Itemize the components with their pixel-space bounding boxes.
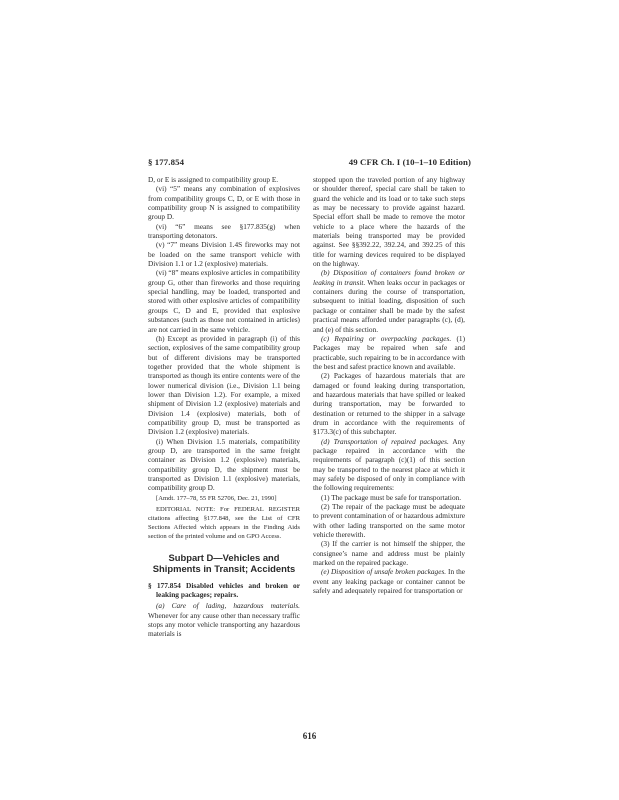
paragraph: (h) Except as provided in paragraph (i) of this section, explosives of the same compatibility group but of different divisions may be transported together provided that the whole shipment is transported as though its entire contents were of the lower numerical division (i.e., Division 1.1 being lower than Division 1.2). For example, a mixed shipment of Division 1.2 (explosive) materials and Division 1.4 (explosive) materials, both of compatibility group D, must be transported as Division 1.2 (explosive) materials. (148, 333, 300, 437)
paragraph-text: When leaks occur in packages or containers during the course of transportation, subsequent to initial loading, disposition of such package or container shall be made by the safest practical means afforded under paragraphs (c), (d), and (e) of this section. (313, 277, 465, 334)
paragraph (313, 334, 465, 371)
page-number: 616 (302, 731, 317, 741)
paragraph: (vi) “6” means see §177.835(g) when transporting detonators. (148, 221, 300, 241)
section-heading: § 177.854 Disabled vehicles and broken or leaking packages; repairs. (148, 580, 300, 599)
paragraph: (2) The repair of the package must be adequate to prevent contamination of or hazardous admixture with other lading transported on the same motor vehicle therewith. (313, 502, 465, 540)
paragraph: (1) The package must be safe for transportation. (321, 492, 462, 502)
paragraph-text: Whenever for any cause other than necessary traffic stops any motor vehicle transporting any hazardous materials is (148, 610, 300, 639)
paragraph-text: Any package repaired in accordance with the requirements of paragraph (c)(1) of this section may be transported to the nearest place at which it may safely be disposed of only in compliance with the following requirements: (313, 436, 465, 493)
paragraph-text: (1) Packages may be repaired when safe and practicable, such repairing to be in accordance with the best and safest practice known and available. (313, 333, 465, 371)
paragraph: (vi) “8” means explosive articles in compatibility group G, other than fireworks and those requiring special handling, may be loaded, transported and stored with other explosive articles of compatibility groups C, D and E, provided that explosive substances (such as those not contained in articles) are not carried in the same vehicle. (148, 268, 300, 334)
paragraph: stopped upon the traveled portion of any highway or shoulder thereof, special care shall be taken to guard the vehicle and its load or to take such steps as may be necessary to provide against hazard. Special effort shall be made to remove the motor vehicle to a place where the hazards of the materials being transported may be provided against. See §§392.22, 392.24, and 392.25 of this title for warning devices required to be displayed on the highway. (313, 175, 465, 269)
paragraph (148, 601, 300, 638)
paragraph (313, 437, 465, 493)
subpart-heading-line2: Shipments in Transit; Accidents (152, 562, 296, 574)
paragraph: (2) Packages of hazardous materials that are damaged or found leaking during transportation, and hazardous materials that have spilled or leaked during transportation, may be forwarded to destination or returned to the shipper in a salvage drum in accordance with the requirements of §173.3(c) of this subchapter. (313, 371, 465, 437)
left-column (148, 175, 300, 639)
paragraph-lead: (a) Care of lading, hazardous materials. (156, 601, 300, 611)
paragraph (313, 268, 465, 333)
paragraph-text: In the event any leaking package or container cannot be safely and adequately repaired for transportation or (313, 567, 465, 596)
paragraph: (vi) “5” means any combination of explosives from compatibility groups C, D, or E with those in compatibility group N is assigned to compatibility group D. (148, 184, 300, 222)
right-column (313, 175, 465, 595)
subpart-heading-line1: Subpart D—Vehicles and (168, 551, 280, 563)
subpart-heading (148, 552, 300, 574)
paragraph-lead: (b) Disposition of containers found broken or leaking in transit. (313, 268, 465, 287)
editorial-note: EDITORIAL NOTE: For FEDERAL REGISTER citations affecting §177.848, see the List of CFR Sections Affected which appears in the Finding Aids section of the printed volume and on GPO Access. (148, 506, 300, 540)
paragraph: (3) If the carrier is not himself the shipper, the consignee’s name and address must be plainly marked on the repaired package. (313, 539, 465, 568)
cfr-edition-header: 49 CFR Ch. I (10–1–10 Edition) (348, 157, 471, 167)
paragraph: (v) “7” means Division 1.4S fireworks may not be loaded on the same transport vehicle with Division 1.1 or 1.2 (explosive) materials. (148, 240, 300, 269)
paragraph: (i) When Division 1.5 materials, compatibility group D, are transported in the same freight container as Division 1.2 (explosive) materials, compatibility group D, the shipment must be transported as Division 1.1 (explosive) materials, compatibility group D. (148, 436, 300, 493)
paragraph-lead: (d) Transportation of repaired packages. (321, 436, 449, 446)
paragraph (313, 567, 465, 595)
paragraph: D, or E is assigned to compatibility group E. (148, 175, 279, 184)
section-number-header: § 177.854 (148, 157, 185, 167)
paragraph-lead: (e) Disposition of unsafe broken packages. (321, 567, 447, 577)
amendment-citation: [Amdt. 177–78, 55 FR 52706, Dec. 21, 1990] (156, 494, 277, 502)
paragraph-lead: (c) Repairing or overpacking packages. (321, 333, 452, 343)
